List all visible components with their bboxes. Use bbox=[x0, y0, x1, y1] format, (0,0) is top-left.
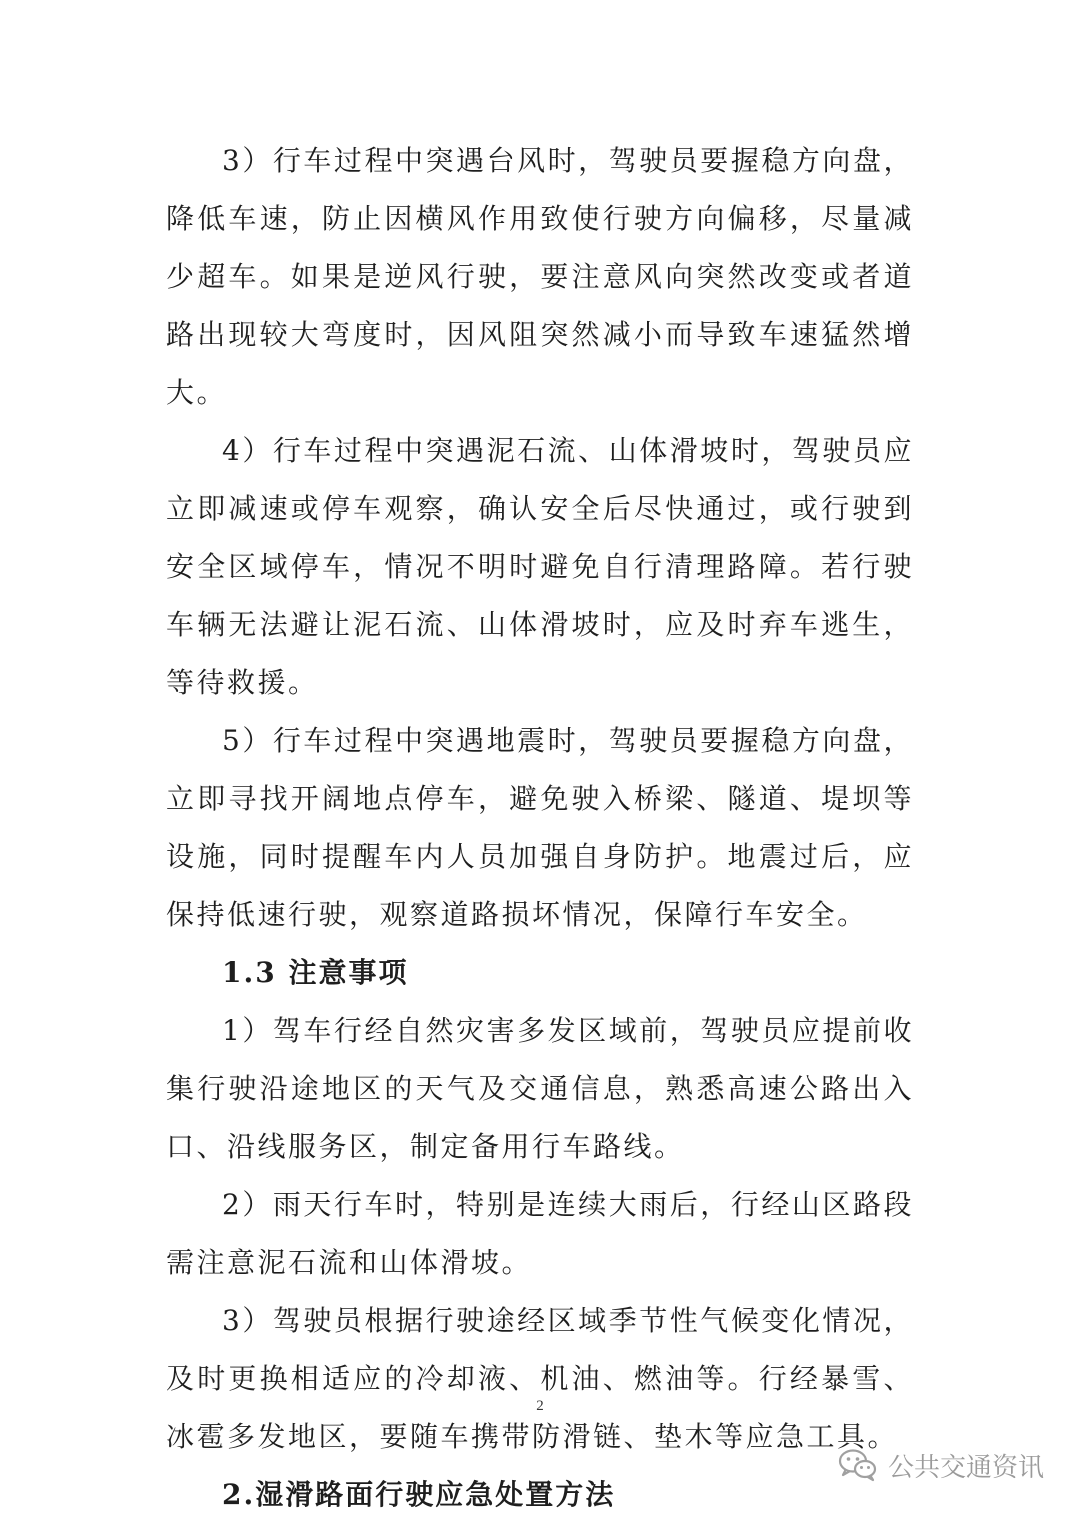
wechat-watermark bbox=[838, 1440, 1044, 1490]
paragraph-note-1: 1）驾车行经自然灾害多发区域前，驾驶员应提前收集行驶沿途地区的天气及交通信息，熟悉高速公路出入口、沿线服务区，制定备用行车路线。 bbox=[166, 1014, 914, 1163]
paragraph-note-3: 3）驾驶员根据行驶途经区域季节性气候变化情况，及时更换相适应的冷却液、机油、燃油等。行经暴雪、冰雹多发地区，要随车携带防滑链、垫木等应急工具。 bbox=[166, 1304, 914, 1453]
page-number: 2 bbox=[536, 1398, 544, 1414]
paragraph-landslide: 4）行车过程中突遇泥石流、山体滑坡时，驾驶员应立即减速或停车观察，确认安全后尽快通过，或行驶到安全区域停车，情况不明时避免自行清理路障。若行驶车辆无法避让泥石流、山体滑坡时，应及时弃车逃生，等待救援。 bbox=[166, 434, 914, 699]
paragraph-typhoon: 3）行车过程中突遇台风时，驾驶员要握稳方向盘，降低车速，防止因横风作用致使行驶方向偏移，尽量减少超车。如果是逆风行驶，要注意风向突然改变或者道路出现较大弯度时，因风阻突然减小而导致车速猛然增大。 bbox=[166, 144, 914, 409]
section-heading-notes: 1.3 注意事项 bbox=[222, 956, 409, 989]
paragraph-earthquake: 5）行车过程中突遇地震时，驾驶员要握稳方向盘，立即寻找开阔地点停车，避免驶入桥梁、隧道、堤坝等设施，同时提醒车内人员加强自身防护。地震过后，应保持低速行驶，观察道路损坏情况，保障行车安全。 bbox=[166, 724, 914, 931]
document-body bbox=[166, 132, 914, 1524]
wechat-icon bbox=[838, 1448, 878, 1482]
section-heading-slippery-road: 2.湿滑路面行驶应急处置方法 bbox=[222, 1478, 616, 1511]
watermark-text: 公共交通资讯 bbox=[887, 1452, 1044, 1483]
paragraph-note-2: 2）雨天行车时，特别是连续大雨后，行经山区路段需注意泥石流和山体滑坡。 bbox=[166, 1188, 914, 1279]
